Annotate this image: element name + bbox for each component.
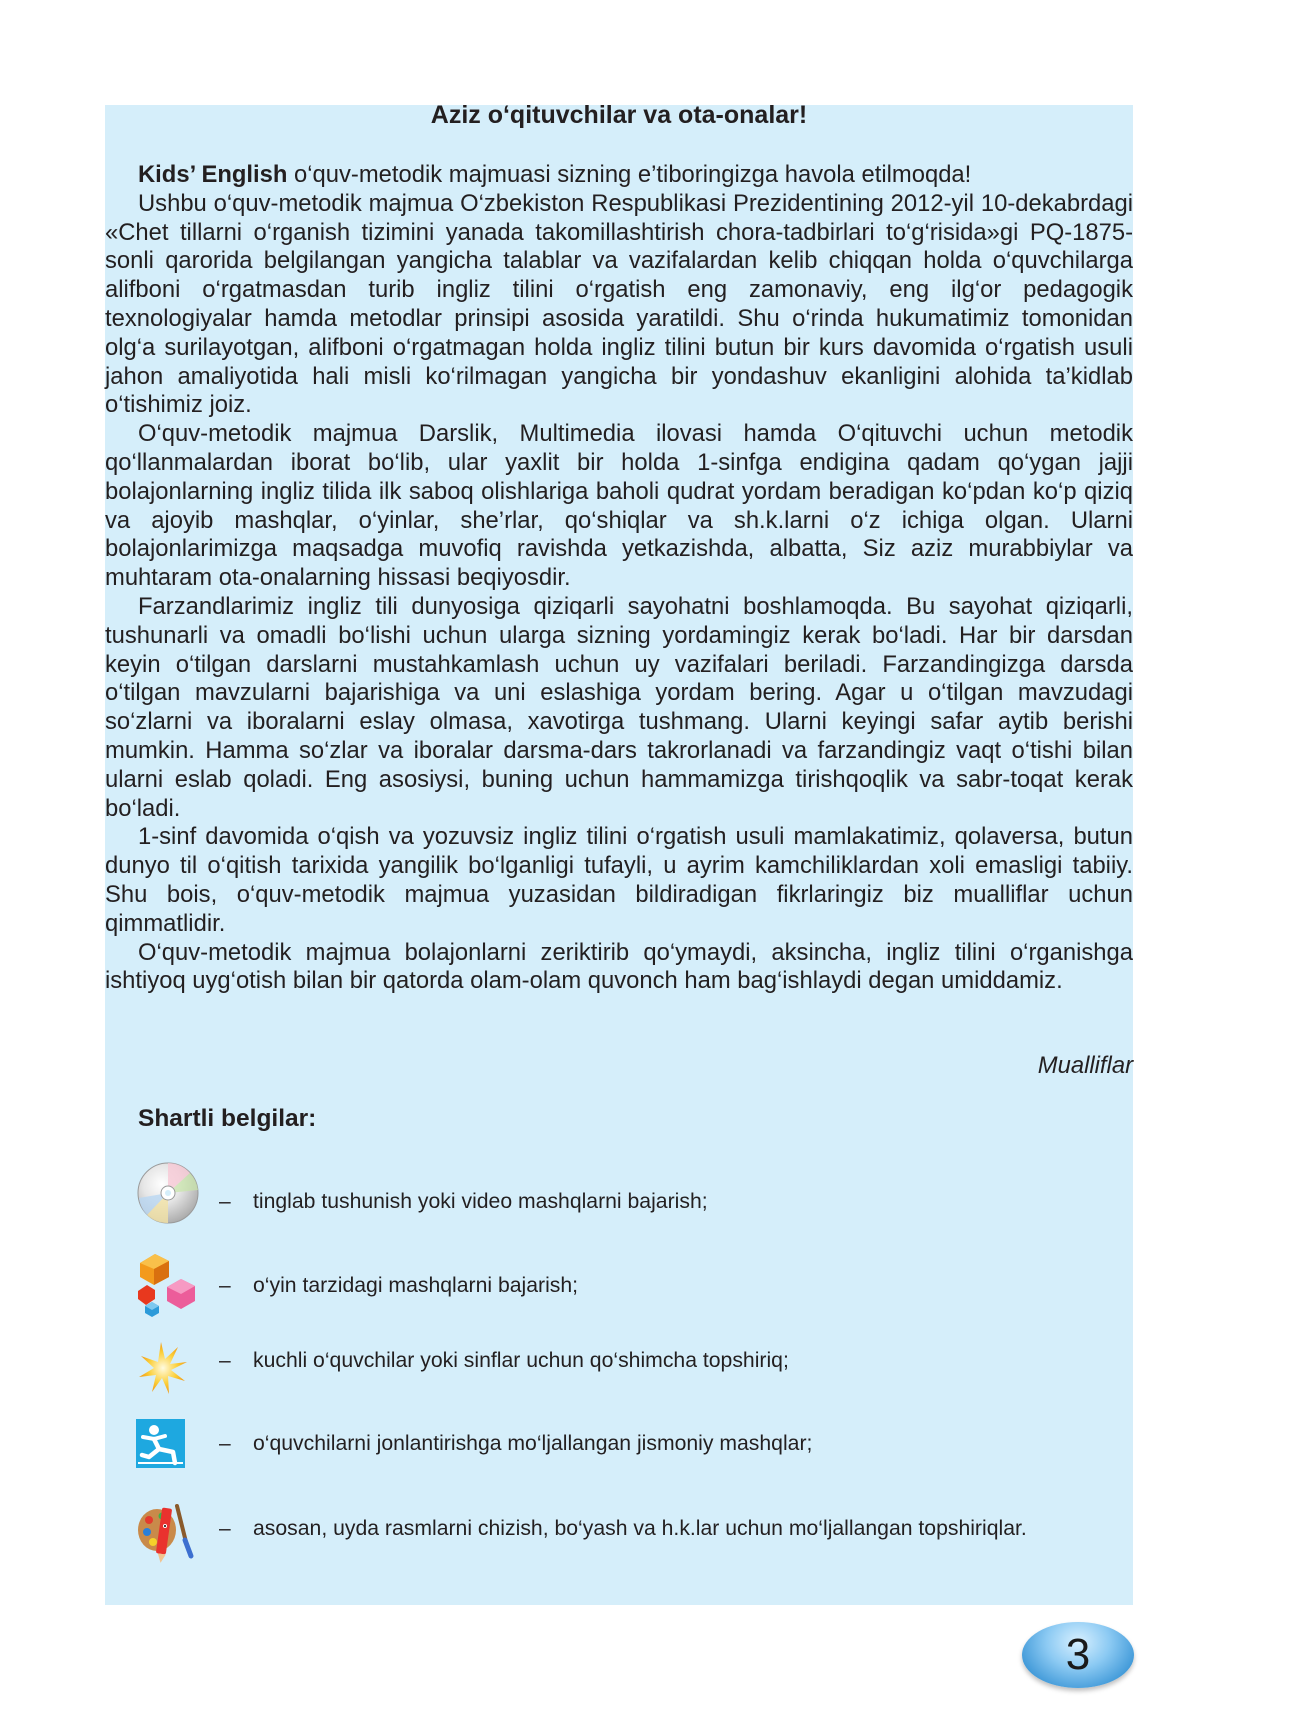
paragraph: 1-sinf davomida o‘qish va yozuvsiz ingliz tilini o‘rgatish usuli mamlakatimiz, qolaversa, butun dunyo til o‘qitish tarixida yangilik bo‘lganligi tufayli, u ayrim kamchiliklardan xoli emasligi tabiiy. Shu bois, o‘quv-metodik majmua yuzasidan bildiradigan fikrlaringiz biz mualliflar uchun qimmatlidir.: [105, 823, 1133, 937]
exercise-figure-icon: [135, 1417, 205, 1487]
legend-dash: –: [219, 1190, 231, 1213]
star-burst-icon: [135, 1337, 205, 1407]
legend-text: o‘quvchilarni jonlantirishga mo‘ljallangan jismoniy mashqlar;: [253, 1432, 813, 1455]
toy-blocks-icon: [135, 1249, 205, 1319]
legend-dash: –: [219, 1349, 231, 1372]
paragraph: O‘quv-metodik majmua bolajonlarni zeriktirib qo‘ymaydi, aksincha, ingliz tilini o‘rganishga ishtiyoq uyg‘otish bilan bir qatorda olam-olam quvonch ham bag‘ishlaydi degan umiddamiz.: [105, 938, 1133, 995]
paint-palette-icon: [135, 1496, 205, 1566]
legend-text: tinglab tushunish yoki video mashqlarni bajarish;: [253, 1190, 708, 1213]
legend-dash: –: [219, 1432, 231, 1455]
legend-text: asosan, uyda rasmlarni chizish, bo‘yash va h.k.lar uchun mo‘ljallangan topshiriqlar.: [253, 1517, 1027, 1540]
legend-text: o‘yin tarzidagi mashqlarni bajarish;: [253, 1274, 579, 1297]
brand-name: Kids’ English: [138, 161, 288, 188]
paragraph: Ushbu o‘quv-metodik majmua O‘zbekiston Respublikasi Prezidentining 2012-yil 10-dekabrdagi «Chet tillarni o‘rganish tizimini yanada takomillashtirish chora-tadbirlari to‘g‘risida»gi PQ-1875-sonli qarorida belgilangan yangicha talablar va vazifalardan kelib chiqqan holda o‘quvchilarga alifboni o‘rgatmasdan turib ingliz tilini o‘rgatish eng zamonaviy, eng ilg‘or pedagogik texnologiyalar hamda metodlar prinsipi asosida yaratildi. Shu o‘rinda hukumatimiz tomonidan olg‘a surilayotgan, alifboni o‘rgatmagan holda ingliz tilini butun bir kurs davomida o‘rgatish usuli jahon amaliyotida hali misli ko‘rilmagan yangicha bir yondashuv ekanligini alohida ta’kidlab o‘tishimiz joiz.: [105, 189, 1133, 419]
legend-item: [0, 1162, 1300, 1242]
legend-dash: –: [219, 1274, 231, 1297]
paragraph: O‘quv-metodik majmua Darslik, Multimedia ilovasi hamda O‘qituvchi uchun metodik qo‘llanmalardan iborat bo‘lib, ular yaxlit bir holda 1-sinfga endigina qadam qo‘ygan jajji bolajonlarning ingliz tilida ilk saboq olishlariga baholi qudrat yordam beradigan ko‘pdan ko‘p qiziq va ajoyib mashqlar, o‘yinlar, she’rlar, qo‘shiqlar va sh.k.larni o‘z ichiga olgan. Ularni bolajonlarimizga maqsadga muvofiq ravishda yetkazishda, albatta, Siz aziz murabbiylar va muhtaram ota-onalarning hissasi beqiyosdir.: [105, 420, 1133, 592]
page-title: Aziz o‘qituvchilar va ota-onalar!: [430, 101, 808, 129]
legend-title: Shartli belgilar:: [138, 1105, 317, 1132]
legend-text: kuchli o‘quvchilar yoki sinflar uchun qo‘shimcha topshiriq;: [253, 1349, 789, 1372]
intro-paragraph: [105, 161, 1133, 190]
cd-disc-icon: [135, 1160, 205, 1230]
paragraph: Farzandlarimiz ingliz tili dunyosiga qiziqarli sayohatni boshlamoqda. Bu sayohat qiziqarli, tushunarli va omadli bo‘lishi uchun ularga sizning yordamingiz kerak bo‘ladi. Har bir darsdan keyin o‘tilgan darslarni mustahkamlash uchun uy vazifalari beriladi. Farzandingizga darsda o‘tilgan mavzularni bajarishiga va uni eslashiga yordam bering. Agar u o‘tilgan mavzudagi so‘zlarni va iboralarni eslay olmasa, xavotirga tushmang. Ularni keyingi safar aytib berishi mumkin. Hamma so‘zlar va iboralar darsma-dars takrorlanadi va farzandingiz vaqt o‘tishi bilan ularni eslab qoladi. Eng asosiysi, buning uchun hammamizga tirishqoqlik va sabr-toqat kerak bo‘ladi.: [105, 592, 1133, 822]
legend-item: [0, 1255, 1300, 1335]
page-number-badge: 3: [1022, 1622, 1134, 1688]
legend-item: [0, 1340, 1300, 1420]
intro-text: o‘quv-metodik majmuasi sizning e’tiboringizga havola etilmoqda!: [287, 161, 972, 188]
authors-signature: Mualliflar: [1037, 1052, 1133, 1079]
legend-item: [0, 1423, 1300, 1503]
legend-item: [0, 1502, 1300, 1582]
body-text: [105, 161, 1133, 996]
legend-dash: –: [219, 1517, 231, 1540]
